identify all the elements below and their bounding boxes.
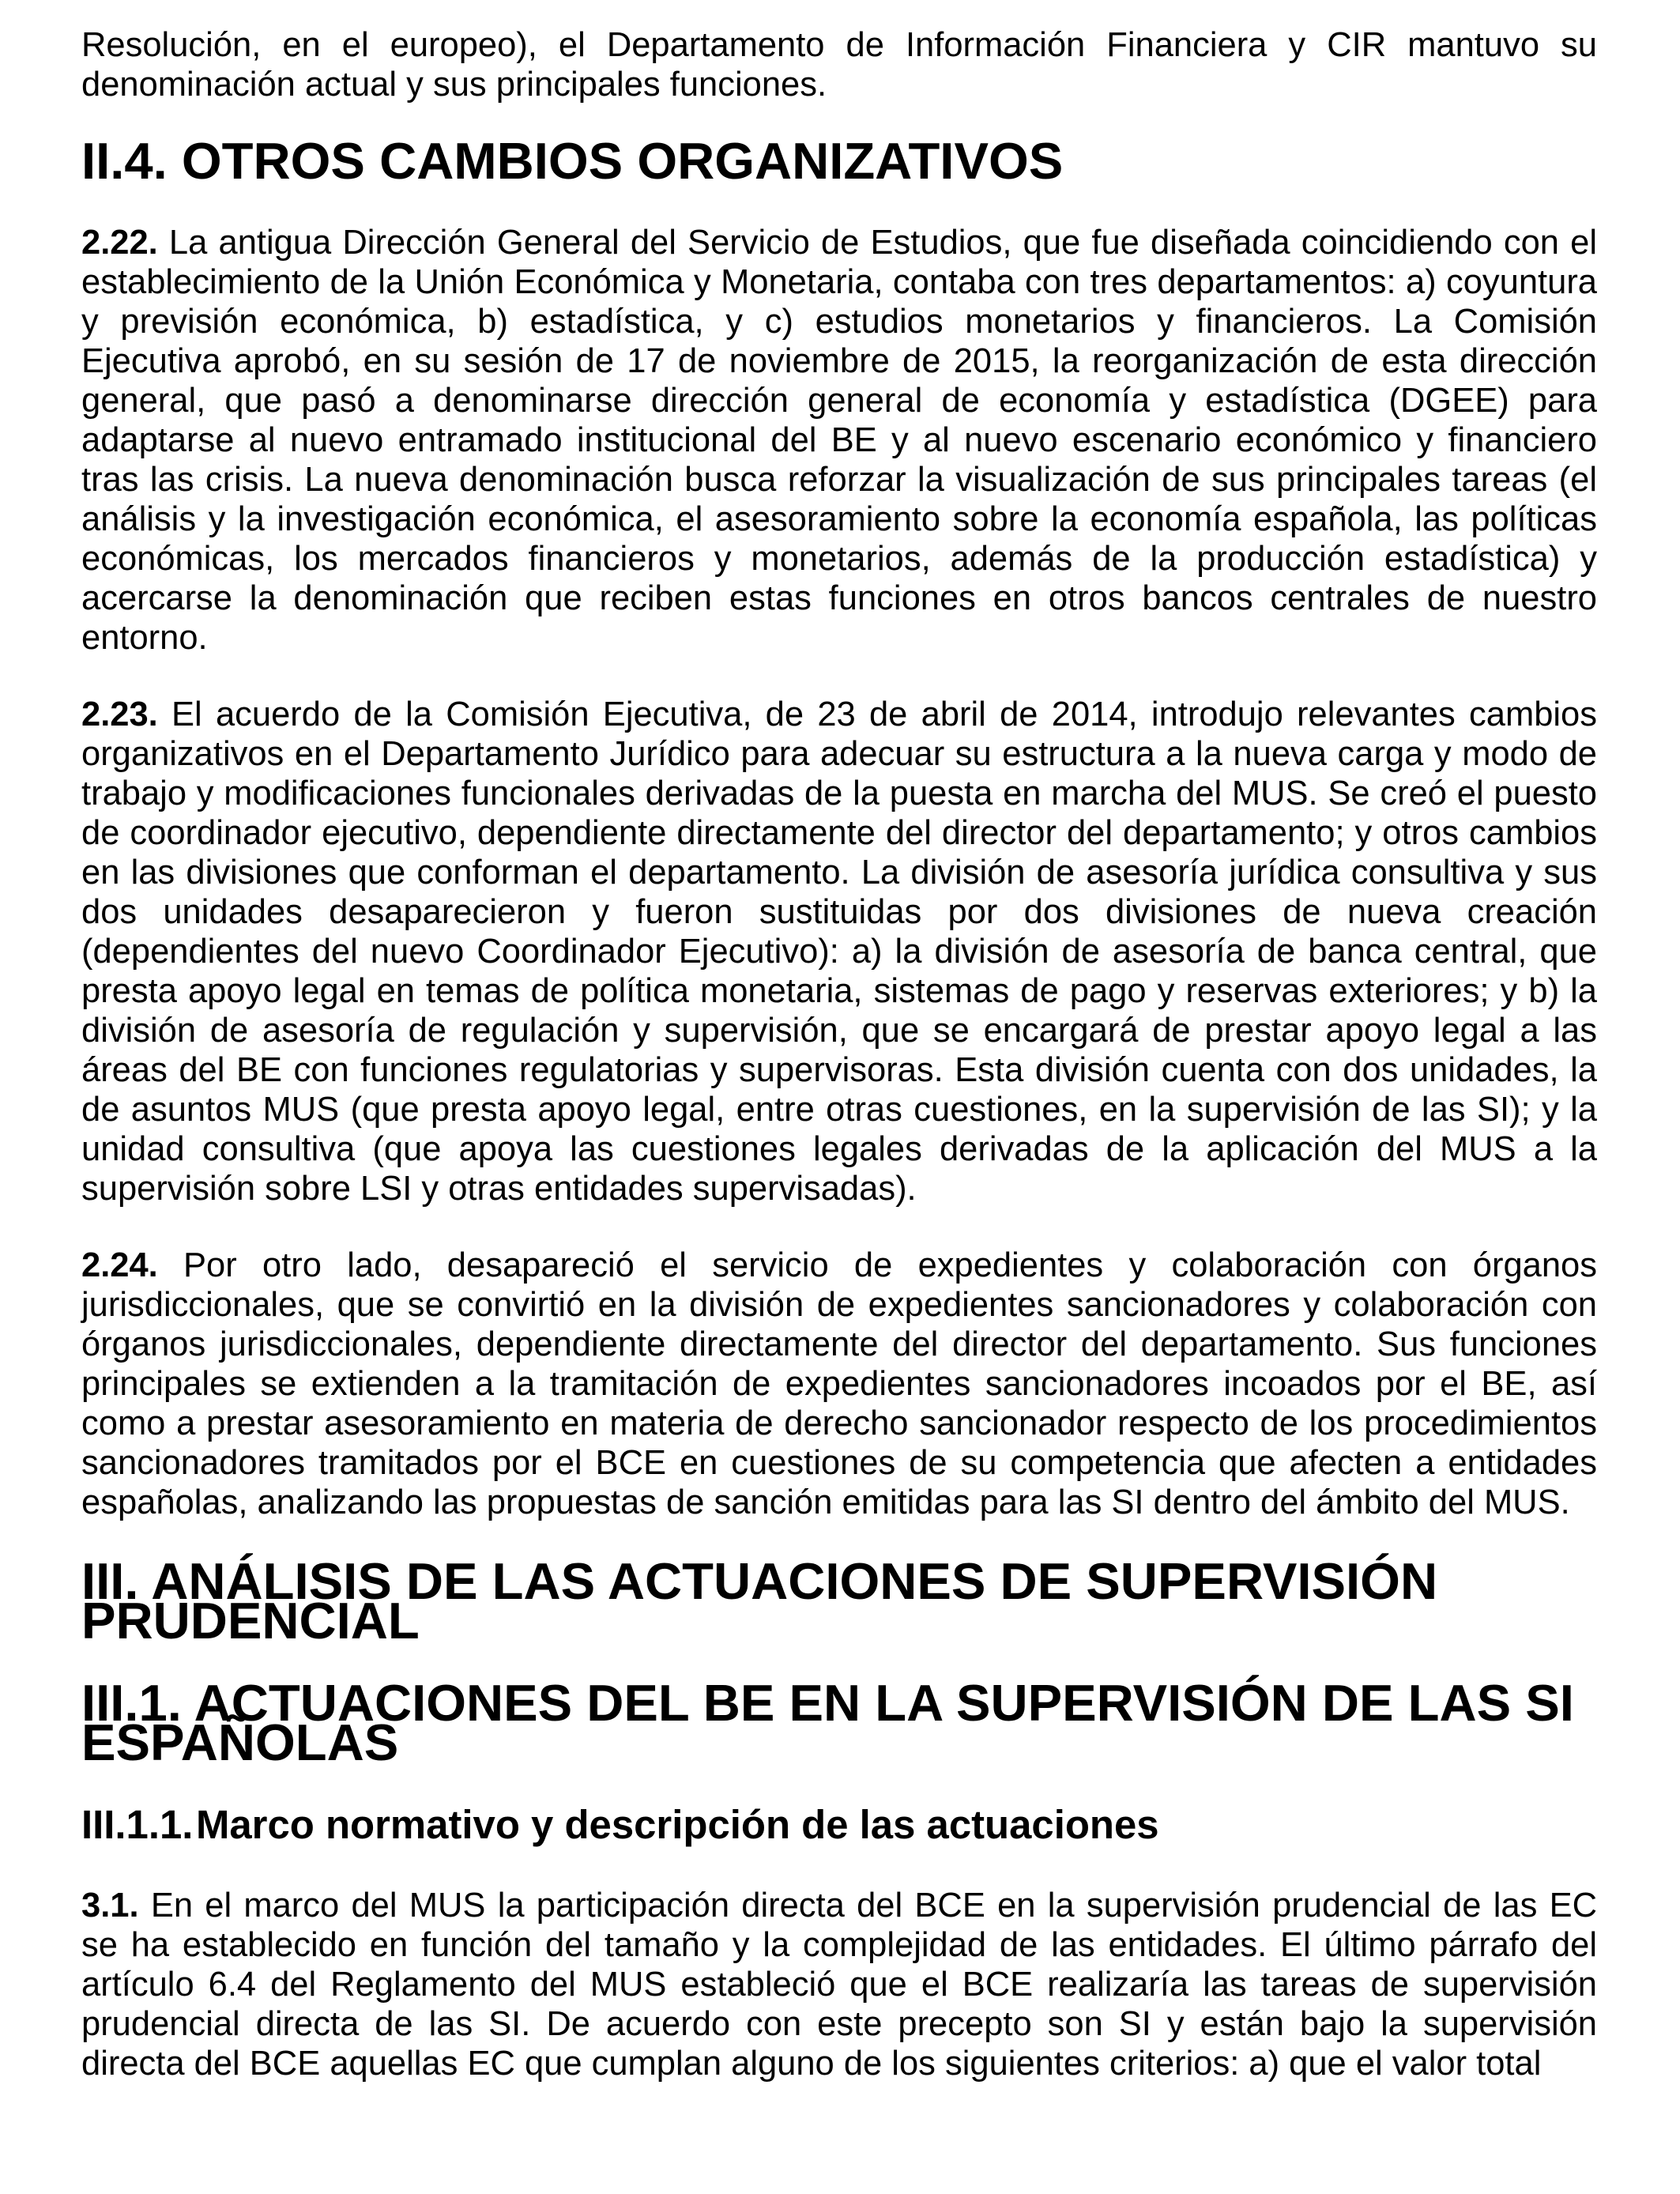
paragraph-number: 2.23. bbox=[81, 696, 158, 733]
paragraph-2-24 bbox=[81, 1246, 1597, 1522]
section-heading-iii: III. ANÁLISIS DE LAS ACTUACIONES DE SUPERVISIÓN PRUDENCIAL bbox=[81, 1552, 1438, 1649]
paragraph-2-22 bbox=[81, 223, 1597, 658]
document-page bbox=[81, 25, 1597, 2083]
paragraph-number: 2.24. bbox=[81, 1246, 158, 1284]
paragraph-text: La antigua Dirección General del Servicio de Estudios, que fue diseñada coincidiendo con el establecimiento de la Unión Económica y Monetaria, contaba con tres departamentos: a) coyuntura y previsión económica, b) estadística, y c) estudios monetarios y financieros. La Comisión Ejecutiva aprobó, en su sesión de 17 de noviembre de 2015, la reorganización de esta dirección general, que pasó a denominarse dirección general de economía y estadística (DGEE) para adaptarse al nuevo entramado institucional del BE y al nuevo escenario económico y financiero tras las crisis. La nueva denominación busca reforzar la visualización de sus principales tareas (el análisis y la investigación económica, el asesoramiento sobre la economía española, las políticas económicas, los mercados financieros y monetarios, además de la producción estadística) y acercarse la denominación que reciben estas funciones en otros bancos centrales de nuestro entorno. bbox=[81, 224, 1597, 657]
paragraph-2-23 bbox=[81, 695, 1597, 1208]
paragraph-number: 3.1. bbox=[81, 1887, 139, 1924]
section-title: Marco normativo y descripción de las actuaciones bbox=[196, 1802, 1159, 1847]
paragraph-3-1 bbox=[81, 1886, 1597, 2083]
paragraph-text: El acuerdo de la Comisión Ejecutiva, de 23 de abril de 2014, introdujo relevantes cambios organizativos en el Departamento Jurídico para adecuar su estructura a la nueva carga y modo de trabajo y modificaciones funcionales derivadas de la puesta en marcha del MUS. Se creó el puesto de coordinador ejecutivo, dependiente directamente del director del departamento; y otros cambios en las divisiones que conforman el departamento. La división de asesoría jurídica consultiva y sus dos unidades desaparecieron y fueron sustituidas por dos divisiones de nueva creación (dependientes del nuevo Coordinador Ejecutivo): a) la división de asesoría de banca central, que presta apoyo legal en temas de política monetaria, sistemas de pago y reservas exteriores; y b) la división de asesoría de regulación y supervisión, que se encargará de prestar apoyo legal a las áreas del BE con funciones regulatorias y supervisoras. Esta división cuenta con dos unidades, la de asuntos MUS (que presta apoyo legal, entre otras cuestiones, en la supervisión de las SI); y la unidad consultiva (que apoya las cuestiones legales derivadas de la aplicación del MUS a la supervisión sobre LSI y otras entidades supervisadas). bbox=[81, 696, 1597, 1208]
section-number: III.1.1. bbox=[81, 1802, 194, 1847]
section-heading-ii4: II.4. OTROS CAMBIOS ORGANIZATIVOS bbox=[81, 132, 1064, 190]
paragraph-number: 2.22. bbox=[81, 224, 158, 262]
section-heading-iii1: III.1. ACTUACIONES DEL BE EN LA SUPERVISIÓN DE LAS SI ESPAÑOLAS bbox=[81, 1674, 1574, 1771]
section-heading-iii11 bbox=[81, 1802, 1597, 1847]
intro-paragraph: Resolución, en el europeo), el Departamento de Información Financiera y CIR mantuvo su denominación actual y sus principales funciones. bbox=[81, 26, 1597, 104]
paragraph-text: Por otro lado, desapareció el servicio de expedientes y colaboración con órganos jurisdiccionales, que se convirtió en la división de expedientes sancionadores y colaboración con órganos jurisdiccionales, dependiente directamente del director del departamento. Sus funciones principales se extienden a la tramitación de expedientes sancionadores incoados por el BE, así como a prestar asesoramiento en materia de derecho sancionador respecto de los procedimientos sancionadores tramitados por el BCE en cuestiones de su competencia que afecten a entidades españolas, analizando las propuestas de sanción emitidas para las SI dentro del ámbito del MUS. bbox=[81, 1246, 1597, 1521]
paragraph-text: En el marco del MUS la participación directa del BCE en la supervisión prudencial de las EC se ha establecido en función del tamaño y la complejidad de las entidades. El último párrafo del artículo 6.4 del Reglamento del MUS estableció que el BCE realizaría las tareas de supervisión prudencial directa de las SI. De acuerdo con este precepto son SI y están bajo la supervisión directa del BCE aquellas EC que cumplan alguno de los siguientes criterios: a) que el valor total bbox=[81, 1887, 1597, 2083]
